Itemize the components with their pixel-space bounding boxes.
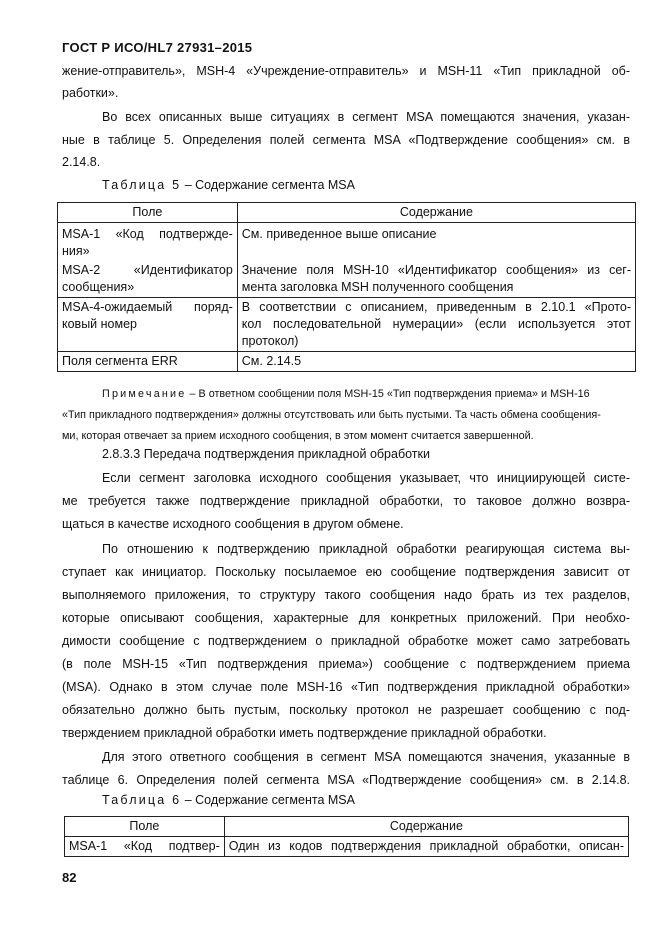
table-cell: MSA-1 «Код подтвер- (65, 837, 225, 857)
table-row (58, 261, 636, 298)
text-line: Если сегмент заголовка исходного сообщения указывает, что инициирующей систе- (102, 471, 630, 485)
table-cell: MSA-1 «Код подтвержде- ния» (58, 223, 238, 262)
table-cell: Один из кодов подтверждения прикладной обработки, описан- (224, 837, 628, 857)
note-line: «Тип прикладного подтверждения» должны отсутствовать или быть пустыми. Та часть обмена сообщения- (62, 409, 601, 421)
section-heading: 2.8.3.3 Передача подтверждения прикладной обработки (102, 447, 430, 461)
table-6 (64, 816, 629, 857)
table-cell: В соответствии с описанием, приведенным в 2.10.1 «Прото- кол последовательной нумерации» (если используется этот протокол) (237, 298, 635, 352)
text-line: 2.14.8. (62, 155, 101, 169)
text-line: таблице 6. Определения полей сегмента MSA «Подтверждение сообщения» см. в 2.14.8. (62, 773, 630, 787)
text-line: димости сообщение с подтверждением о прикладной обработке может само затребовать (62, 634, 630, 648)
text-line: Для этого ответного сообщения в сегмент MSA помещаются значения, указанные в (102, 750, 630, 764)
text-line: щаться в качестве исходного сообщения в другом обмене. (62, 517, 404, 531)
note-line: ми, которая отвечает за прием исходного сообщения, в этом момент считается завершенной. (62, 430, 534, 442)
table-cell: См. приведенное выше описание (237, 223, 635, 262)
column-header: Поле (58, 203, 238, 223)
column-header: Содержание (237, 203, 635, 223)
text-line: жение-отправитель», MSH-4 «Учреждение-отправитель» и MSH-11 «Тип прикладной об- (62, 64, 630, 78)
table-row (58, 223, 636, 262)
table-cell: Поля сегмента ERR (58, 352, 238, 372)
table-cell: Значение поля MSH-10 «Идентификатор сообщения» из сег- мента заголовка MSH полученного сообщения (237, 261, 635, 298)
table-header-row (65, 817, 629, 837)
text-line: которые описывают сообщения, характерные для конкретных приложений. При необхо- (62, 611, 630, 625)
table-5 (57, 202, 636, 372)
text-line: ме требуется также подтверждение прикладной обработки, то таковое должно возвра- (62, 494, 630, 508)
table-cell: См. 2.14.5 (237, 352, 635, 372)
table-row (65, 837, 629, 857)
text-line: ступает как инициатор. Поскольку посылаемое ею сообщение подтверждения зависит от (62, 565, 630, 579)
text-line: тверждением прикладной обработки иметь подтверждение прикладной обработки. (62, 726, 547, 740)
text-line: работки». (62, 86, 119, 100)
table-row (58, 298, 636, 352)
text-line: Во всех описанных выше ситуациях в сегмент MSA помещаются значения, указан- (102, 110, 630, 124)
table-caption: Таблица 6 – Содержание сегмента MSA (102, 793, 355, 807)
table-row (58, 352, 636, 372)
table-caption: Таблица 5 – Содержание сегмента MSA (102, 178, 355, 192)
document-header: ГОСТ Р ИСО/HL7 27931–2015 (62, 40, 253, 55)
note-line: Примечание – В ответном сообщении поля MSH-15 «Тип подтверждения приема» и MSH-16 (102, 388, 590, 400)
table-cell: MSA-4-ожидаемый поряд- ковый номер (58, 298, 238, 352)
text-line: (в поле MSH-15 «Тип подтверждения приема») сообщение с подтверждением приема (62, 657, 630, 671)
column-header: Поле (65, 817, 225, 837)
table-header-row (58, 203, 636, 223)
column-header: Содержание (224, 817, 628, 837)
table-cell: MSA-2 «Идентификатор сообщения» (58, 261, 238, 298)
text-line: обязательно должно быть пустым, поскольку протокол не разрешает сообщению с под- (62, 703, 630, 717)
text-line: ные в таблице 5. Определения полей сегмента MSA «Подтверждение сообщения» см. в (62, 133, 630, 147)
page-number: 82 (62, 870, 77, 885)
text-line: По отношению к подтверждению прикладной обработки реагирующая система вы- (102, 542, 630, 556)
text-line: выполняемого приложения, то структуру такого сообщения надо брать из тех разделов, (62, 588, 630, 602)
text-line: (MSA). Однако в этом случае поле MSH-16 «Тип подтверждения прикладной обработки» (62, 680, 630, 694)
